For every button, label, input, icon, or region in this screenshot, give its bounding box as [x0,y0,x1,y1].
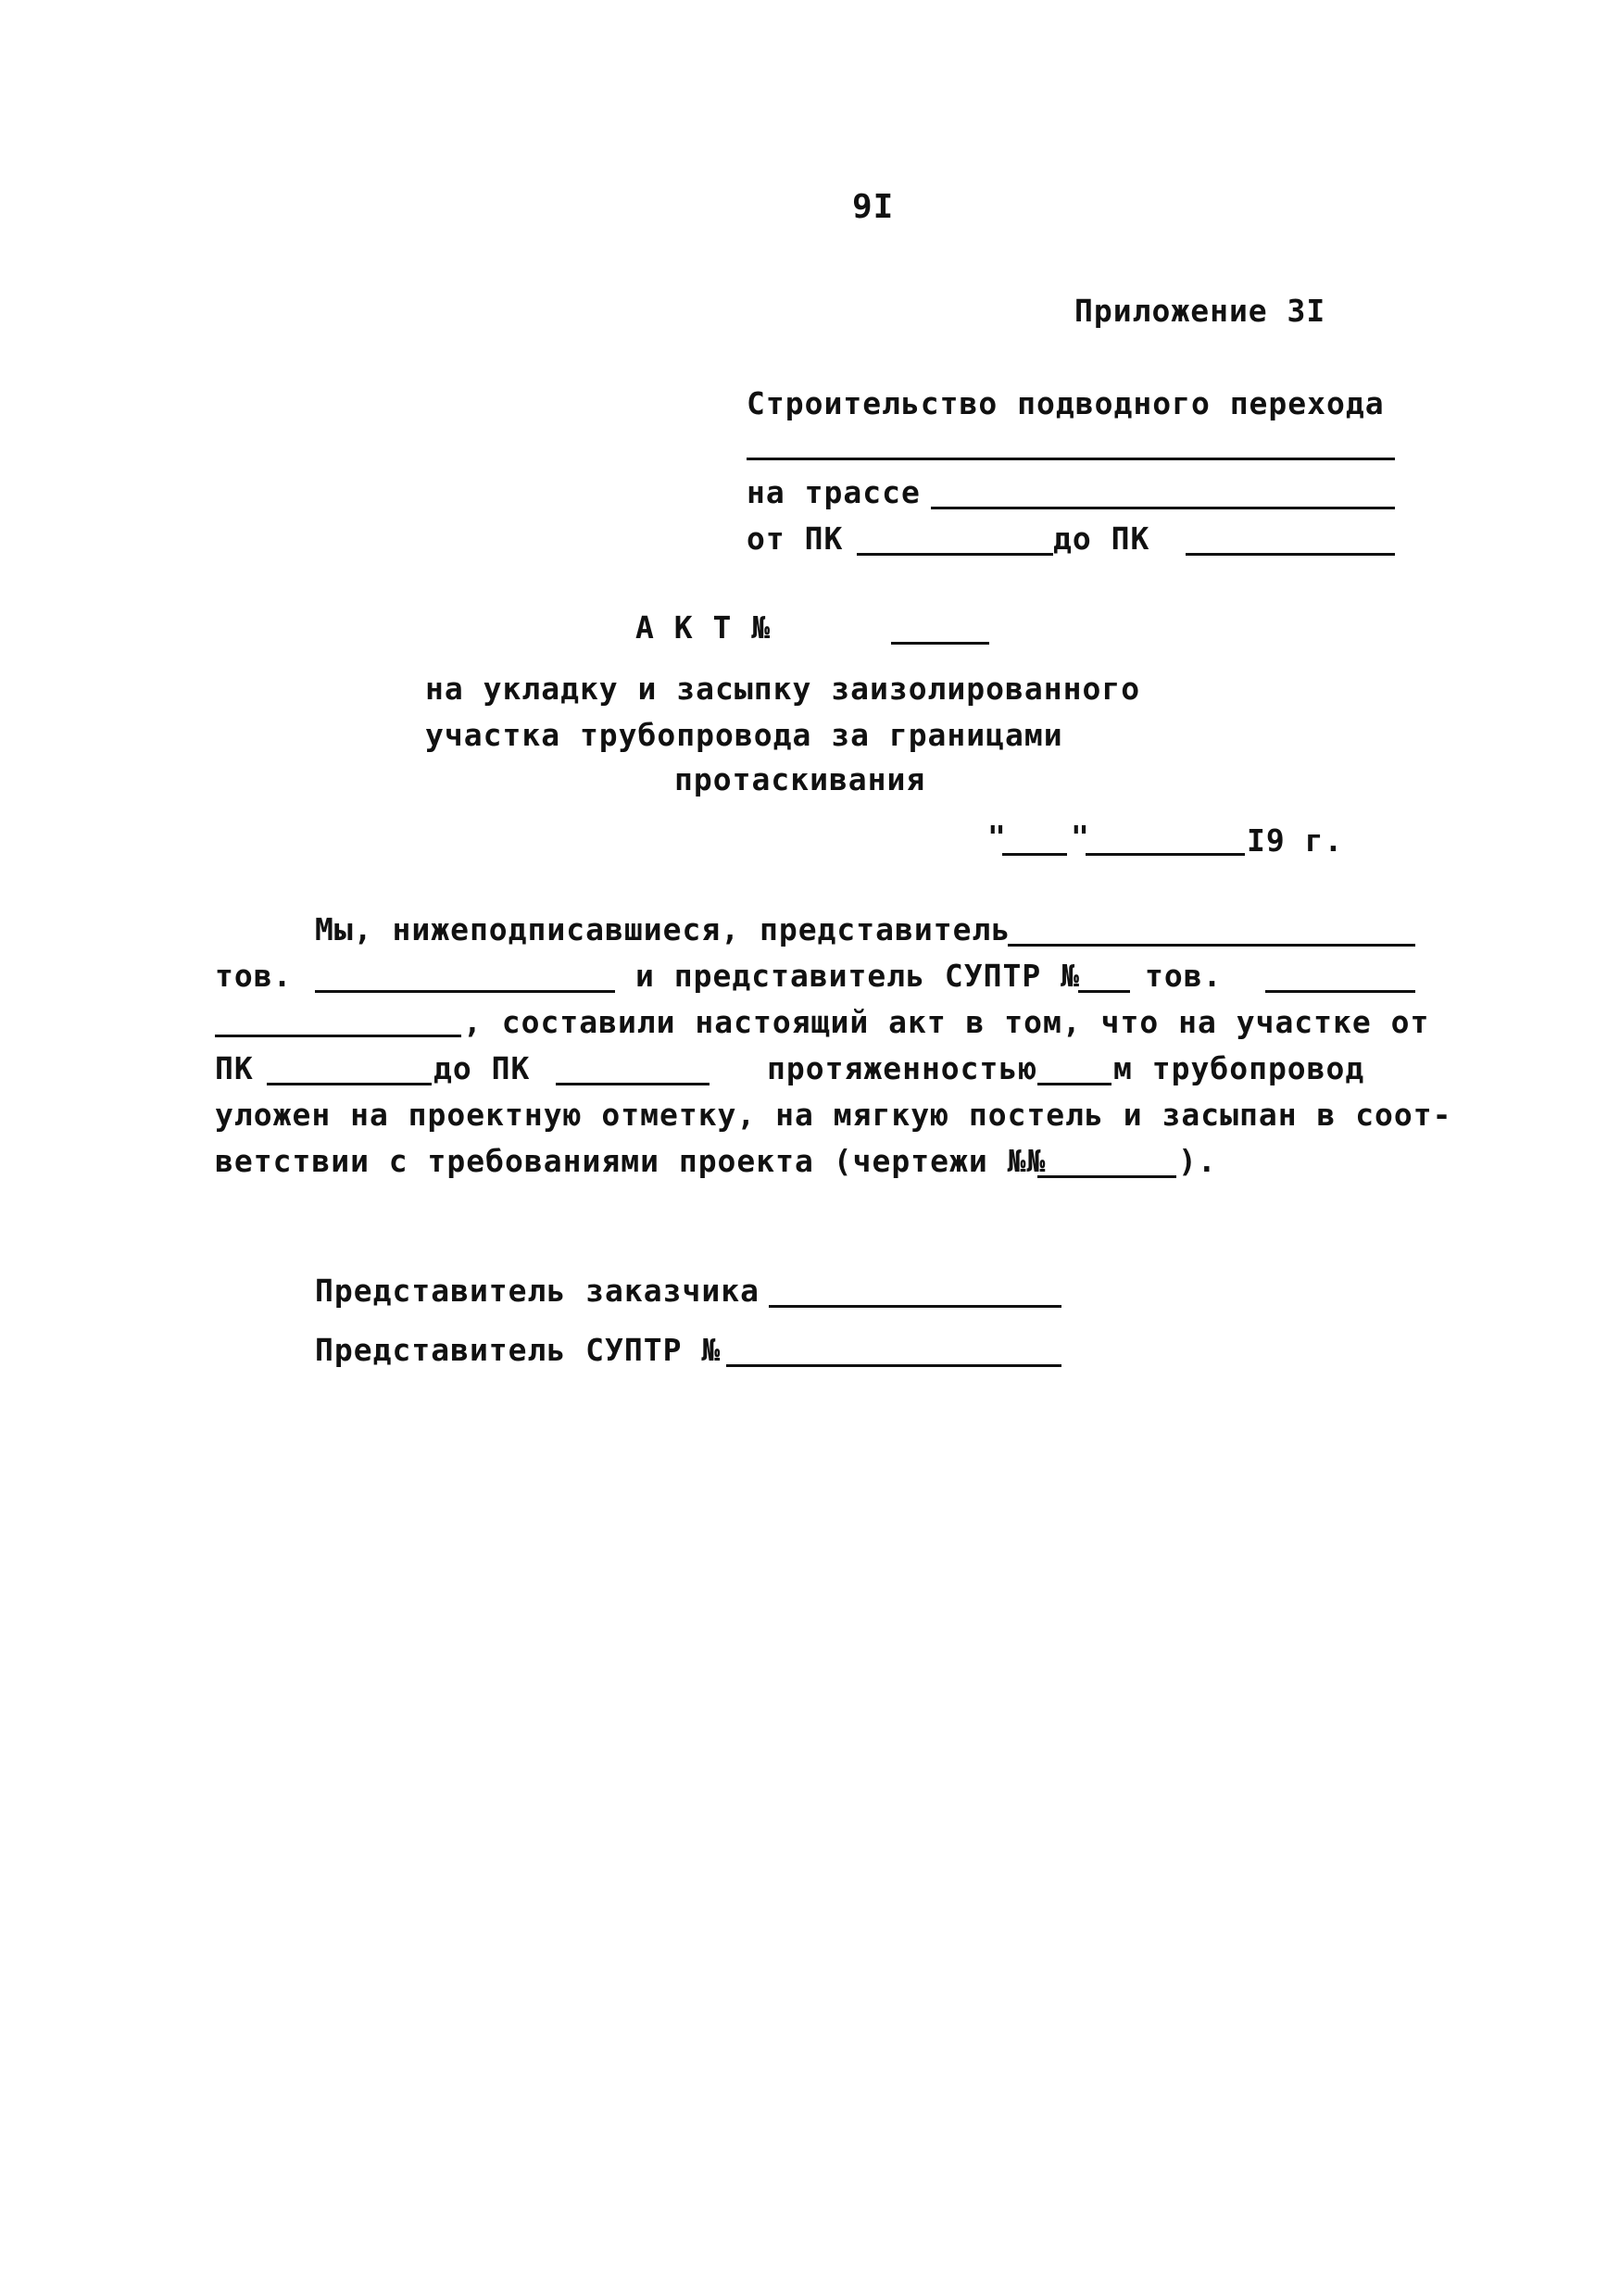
date-quote-close: " [1071,819,1090,855]
act-title: А К Т № [635,609,772,646]
date-year: I9 г. [1247,822,1344,859]
body-tov-2: тов. [1145,958,1223,994]
route-blank [931,507,1395,509]
body-length-label: протяженностью [767,1050,1038,1086]
date-quote-open: " [987,819,1007,855]
from-pk-label: от ПК [747,521,844,557]
act-subtitle-line-2: участка трубопровода за границами [425,717,1063,753]
suptr-representative-label: Представитель СУПТР № [315,1332,722,1368]
suptr-signature-blank [726,1364,1061,1367]
drawing-numbers-blank [1037,1175,1176,1178]
customer-representative-label: Представитель заказчика [315,1273,760,1309]
page-number: 9I [852,188,895,226]
length-blank [1037,1083,1111,1085]
body-pipeline: м трубопровод [1113,1050,1365,1086]
from-pk-blank [857,553,1053,556]
body-pk: ПК [215,1050,254,1086]
tov-2-continued-blank [215,1035,461,1037]
representative-org-blank [1008,944,1415,947]
project-title: Строительство подводного перехода [747,385,1385,421]
body-and-representative: и представитель СУПТР № [635,958,1080,994]
to-pk-label: до ПК [1053,521,1150,557]
date-month-blank [1086,853,1245,856]
body-line-1: Мы, нижеподписавшиеся, представитель [315,911,1011,947]
suptr-number-blank [1078,990,1130,993]
act-subtitle-line-3: протаскивания [674,761,926,797]
tov-2-blank [1265,990,1415,993]
project-name-blank [747,458,1395,460]
body-line-6-end: ). [1178,1143,1217,1179]
body-line-3: , составили настоящий акт в том, что на участке от [463,1004,1430,1040]
body-do-pk: до ПК [433,1050,531,1086]
body-tov-1: тов. [215,958,293,994]
pk-from-blank [267,1083,432,1085]
appendix-label: Приложение 3I [1074,293,1326,329]
act-subtitle-line-1: на укладку и засыпку заизолированного [425,671,1141,707]
route-label: на трассе [747,474,921,510]
to-pk-blank [1186,553,1395,556]
date-day-blank [1002,853,1067,856]
body-line-6: ветствии с требованиями проекта (чертежи №№ [215,1143,1047,1179]
act-number-blank [891,642,989,645]
customer-signature-blank [769,1305,1061,1308]
tov-1-blank [315,990,615,993]
body-line-5: уложен на проектную отметку, на мягкую постель и засыпан в соот- [215,1097,1452,1133]
pk-to-blank [556,1083,710,1085]
